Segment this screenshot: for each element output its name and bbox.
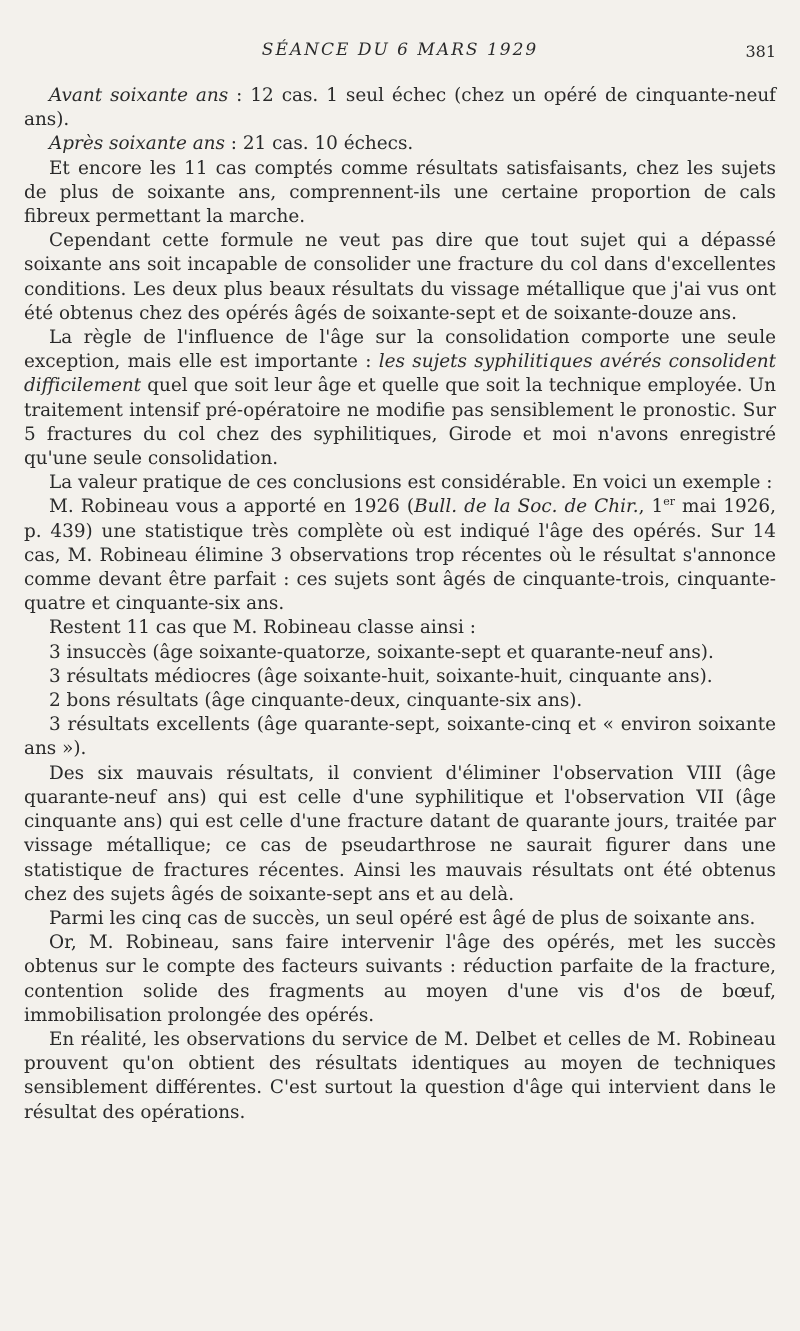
paragraph: Avant soixante ans : 12 cas. 1 seul échec (chez un opéré de cinquante-neuf ans). [24, 85, 776, 131]
paragraph: Après soixante ans : 21 cas. 10 échecs. [49, 133, 414, 155]
list-item: 3 insuccès (âge soixante-quatorze, soixante-sept et quarante-neuf ans). [49, 641, 714, 663]
paragraph: En réalité, les observations du service de M. Delbet et celles de M. Robineau prouvent qu'on obtient des résultats identiques au moyen de techniques sensiblement différentes. C'est surtout la question d'âge qui intervient dans le résultat des opérations. [24, 1028, 776, 1123]
body-text [24, 84, 776, 1125]
page-number: 381 [745, 42, 776, 61]
list-item: 3 résultats excellents (âge quarante-sept, soixante-cinq et « environ soixante ans »). [24, 714, 776, 760]
list-item: 2 bons résultats (âge cinquante-deux, cinquante-six ans). [49, 690, 583, 712]
paragraph: La règle de l'influence de l'âge sur la consolidation comporte une seule exception, mais elle est importante : les sujets syphilitiques avérés consolident difficilement quel que soit leur âge et quelle que soit la technique employée. Un traitement intensif pré-opératoire ne modifie pas sensiblement le pronostic. Sur 5 fractures du col chez des syphilitiques, Girode et moi n'avons enregistré qu'une seule consolidation. [24, 327, 776, 470]
paragraph: Restent 11 cas que M. Robineau classe ainsi : [49, 617, 476, 639]
running-title: SÉANCE DU 6 MARS 1929 [261, 40, 539, 60]
paragraph: M. Robineau vous a apporté en 1926 (Bull. de la Soc. de Chir., 1er mai 1926, p. 439) une statistique très complète où est indiqué l'âge des opérés. Sur 14 cas, M. Robineau élimine 3 observations trop récentes où le résultat s'annonce comme devant être parfait : ces sujets sont âgés de cinquante-trois, cinquante-quatre et cinquante-six ans. [24, 495, 776, 615]
paragraph: Des six mauvais résultats, il convient d'éliminer l'observation VIII (âge quarante-neuf ans) qui est celle d'une syphilitique et l'observation VII (âge cinquante ans) qui est celle d'une fracture datant de quarante jours, traitée par vissage métallique; ce cas de pseudarthrose ne saurait figurer dans une statistique de fractures récentes. Ainsi les mauvais résultats ont été obtenus chez des sujets âgés de soixante-sept ans et au delà. [24, 762, 776, 905]
paragraph: Et encore les 11 cas comptés comme résultats satisfaisants, chez les sujets de plus de soixante ans, comprennent-ils une certaine proportion de cals fibreux permettant la marche. [24, 157, 776, 228]
paragraph: La valeur pratique de ces conclusions est considérable. En voici un exemple : [49, 472, 773, 494]
page-header [24, 40, 776, 70]
list-item: 3 résultats médiocres (âge soixante-huit, soixante-huit, cinquante ans). [49, 665, 713, 687]
paragraph: Cependant cette formule ne veut pas dire que tout sujet qui a dépassé soixante ans soit incapable de consolider une fracture du col dans d'excellentes conditions. Les deux plus beaux résultats du vissage métallique que j'ai vus ont été obtenus chez des opérés âgés de soixante-sept et de soixante-douze ans. [24, 230, 776, 324]
paragraph: Parmi les cinq cas de succès, un seul opéré est âgé de plus de soixante ans. [49, 907, 756, 929]
paragraph: Or, M. Robineau, sans faire intervenir l'âge des opérés, met les succès obtenus sur le compte des facteurs suivants : réduction parfaite de la fracture, contention solide des fragments au moyen d'une vis d'os de bœuf, immobilisation prolongée des opérés. [24, 932, 776, 1026]
